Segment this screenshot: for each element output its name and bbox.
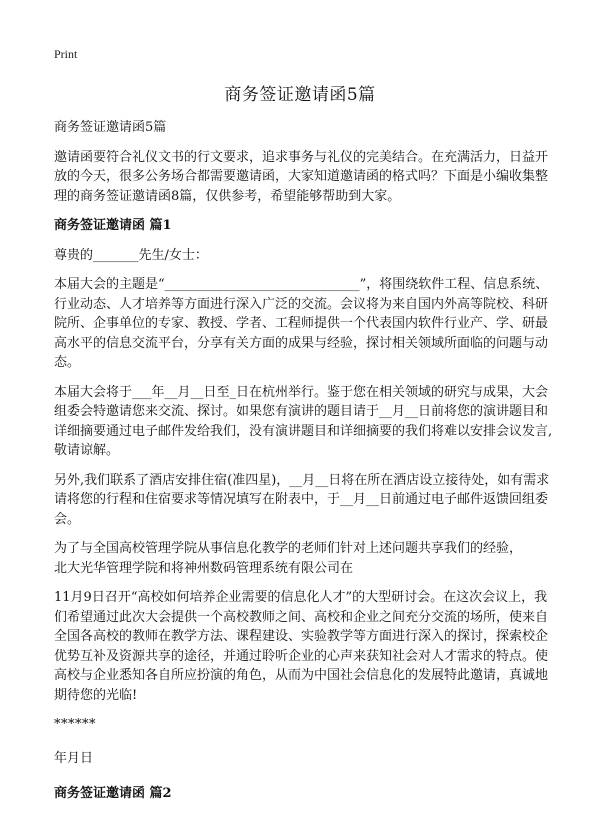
- letter-paragraph-hotel: 另外,我们联系了酒店安排住宿(准四星)，__月__日将在所在酒店设立接待处，如有需求请将您的行程和住宿要求等情况填写在附表中，于__月__日前通过电子邮件返馈回组委会。: [54, 472, 550, 527]
- letter-paragraph-theme: 本届大会的主题是“______________________________”，将围绕软件工程、信息系统、行业动态、人才培养等方面进行深入广泛的交流。会议将为来自国内外高等院校、科研院所、企事单位的专家、教授、学者、工程师提供一个代表国内软件行业产、学、研最高水平的信息交流平台，分享有关方面的成果与经验，探讨相关领域所面临的问题与动态。: [54, 277, 549, 370]
- document-subtitle: 商务签证邀请函5篇: [54, 120, 167, 135]
- letter-paragraph-schedule: 本届大会将于___年__月__日至_日在杭州举行。鉴于您在相关领域的研究与成果，大会组委会特邀请您来交流、探讨。如果您有演讲的题目请于__月__日前将您的演讲题目和详细摘要通过电子邮件发给我们，没有演讲题目和详细摘要的我们将难以安排会议发言,敬请谅解。: [54, 384, 553, 458]
- organizers-line-1: 为了与全国高校管理学院从事信息化教学的老师们针对上述问题共享我们的经验，: [54, 541, 523, 556]
- section-heading-1: 商务签证邀请函 篇1: [54, 218, 172, 233]
- document-body: [54, 118, 554, 814]
- document-title: 商务签证邀请函5篇: [224, 85, 376, 105]
- separator-stars: ******: [54, 717, 96, 732]
- intro-paragraph: 邀请函要符合礼仪文书的行文要求，追求事务与礼仪的完美结合。在充满活力，日益开放的今天，很多公务场合都需要邀请函，大家知道邀请函的格式吗？下面是小编收集整理的商务签证邀请函8篇，仅供参考，希望能够帮助到大家。: [54, 149, 549, 204]
- letter-date: 年月日: [54, 750, 94, 766]
- print-link[interactable]: Print: [54, 47, 78, 61]
- organizers-line-2: 北大光华管理学院和将神州数码管理系统有限公司在: [54, 560, 354, 576]
- section-heading-2: 商务签证邀请函 篇2: [54, 786, 172, 801]
- letter-paragraph-organizers: [54, 539, 554, 578]
- letter-greeting: 尊贵的_______先生/女士：: [54, 247, 208, 263]
- letter-paragraph-seminar: 11月9日召开“高校如何培养企业需要的信息化人才”的大型研讨会。在这次会议上，我们希望通过此次大会提供一个高校教师之间、高校和企业之间充分交流的场所，使来自全国各高校的教师在教学方法、课程建设、实验教学等方面进行深入的探讨，探索校企优势互补及资源共享的途径，并通过聆听企业的心声来获知社会对人才需求的特点。使高校与企业悉知各自所应扮演的角色，从而为中国社会信息化的发展特此邀请，真诚地期待您的光临!: [54, 590, 549, 703]
